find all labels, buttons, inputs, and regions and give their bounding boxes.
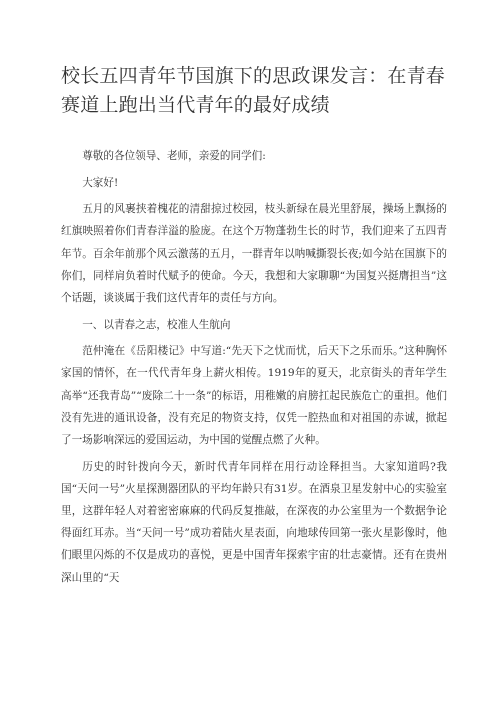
document-body [61, 145, 447, 593]
paragraph-today: 历史的时针拨向今天，新时代青年同样在用行动诠释担当。大家知道吗?我国“天问一号”火星探测器团队的平均年龄只有31岁。在酒泉卫星发射中心的实验室里，这群年轻人对着密密麻麻的代码反复推敲，在深夜的办公室里为一个数据争论得面红耳赤。当“天问一号”成功着陆火星表面，向地球传回第一张火星影像时，他们眼里闪烁的不仅是成功的喜悦，更是中国青年探索宇宙的壮志豪情。还有在贵州深山里的“天 [61, 460, 447, 584]
salutation: 尊敬的各位领导、老师，亲爱的同学们: [82, 150, 266, 162]
greeting: 大家好! [82, 176, 119, 189]
document-title: 校长五四青年节国旗下的思政课发言：在青春赛道上跑出当代青年的最好成绩 [61, 65, 446, 116]
paragraph-intro: 五月的风裹挟着槐花的清甜掠过校园，枝头新绿在晨光里舒展，操场上飘扬的红旗映照着你们青春洋溢的脸庞。在这个万物蓬勃生长的时节，我们迎来了五四青年节。百余年前那个风云激荡的五月，一群青年以呐喊撕裂长夜;如今站在国旗下的你们，同样肩负着时代赋予的使命。今天，我想和大家聊聊“为国复兴挺膺担当”这个话题，谈谈属于我们这代青年的责任与方向。 [61, 203, 447, 304]
section-heading-1: 一、以青春之志，校准人生航向 [82, 318, 231, 331]
paragraph-history: 范仲淹在《岳阳楼记》中写道:“先天下之忧而忧，后天下之乐而乐。”这种胸怀家国的情怀，在一代代青年身上薪火相传。1919年的夏天，北京街头的青年学生高举“还我青岛”“废除二十一条”的标语，用稚嫩的肩膀扛起民族危亡的重担。他们没有先进的通讯设备，没有充足的物资支持，仅凭一腔热血和对祖国的赤诚，掀起了一场影响深远的爱国运动，为中国的觉醒点燃了火种。 [61, 345, 447, 446]
